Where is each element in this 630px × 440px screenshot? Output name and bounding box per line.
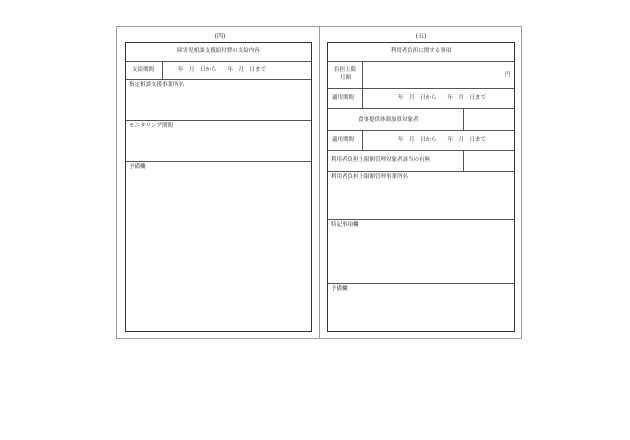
limit-management-office-label: 利用者負担上限額管理事業所名	[331, 174, 409, 180]
applied-period-value-1: 年 月 日から 年 月 日まで	[398, 95, 487, 101]
divider	[126, 161, 311, 162]
divider	[362, 61, 363, 88]
divider	[162, 61, 163, 79]
office-name-label: 指定相談支援事業所名	[129, 82, 185, 88]
divider	[328, 283, 514, 284]
divider	[328, 130, 514, 131]
applied-period-label-1: 適用期間	[332, 95, 355, 101]
limit-label-line1: 負担上限	[334, 67, 357, 73]
divider	[362, 88, 363, 108]
divider	[328, 108, 514, 109]
divider	[362, 130, 363, 150]
divider	[126, 79, 311, 80]
left-page-title: 障害児相談支援給付費の支給内容	[177, 48, 260, 54]
divider	[126, 120, 311, 121]
monitoring-period-label: モニタリング期間	[129, 123, 173, 129]
right-page-title: 利用者負担に関する事項	[390, 48, 452, 54]
special-notes-label: 特記事項欄	[331, 222, 359, 228]
divider	[328, 150, 514, 151]
support-period-label: 支給期間	[132, 67, 155, 73]
divider	[126, 61, 311, 62]
page-fold-line	[319, 26, 320, 339]
divider	[328, 61, 514, 62]
left-page-number: (四)	[214, 33, 226, 40]
limit-management-label: 利用者負担上限額管理対象者該当の有無	[331, 157, 431, 163]
left-spare-label: 予備欄	[129, 164, 146, 170]
support-period-value: 年 月 日から 年 月 日まで	[178, 67, 267, 73]
right-form-table	[327, 42, 515, 332]
left-form-table	[125, 42, 312, 332]
divider	[328, 88, 514, 89]
applied-period-label-2: 適用期間	[332, 137, 355, 143]
divider	[463, 108, 464, 130]
divider	[328, 219, 514, 220]
meal-provision-label: 食事提供体制加算対象者	[358, 117, 419, 123]
yen-unit: 円	[505, 72, 511, 78]
divider	[463, 150, 464, 171]
limit-label-line2: 月額	[340, 75, 352, 81]
divider	[328, 171, 514, 172]
applied-period-value-2: 年 月 日から 年 月 日まで	[398, 137, 487, 143]
right-spare-label: 予備欄	[331, 286, 348, 292]
right-page-number: (五)	[415, 33, 427, 40]
